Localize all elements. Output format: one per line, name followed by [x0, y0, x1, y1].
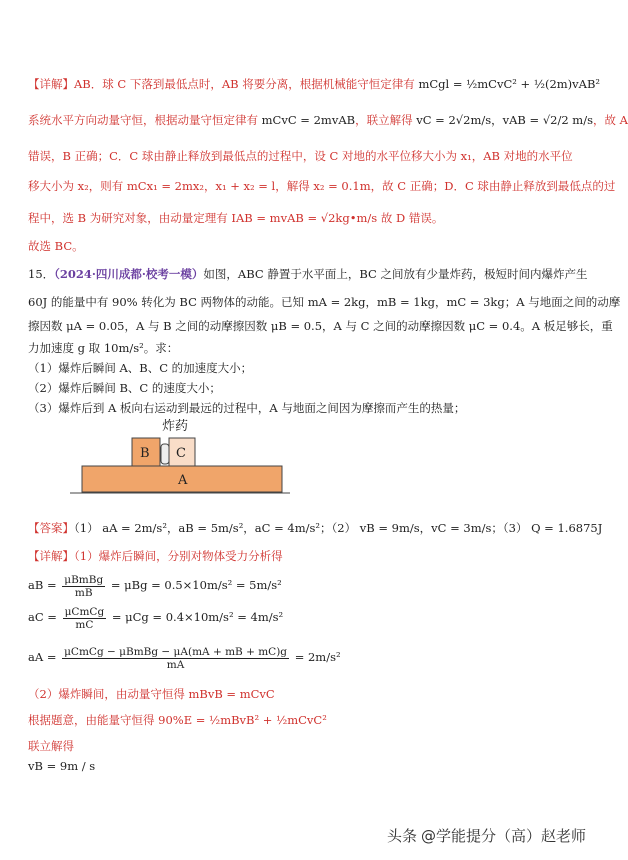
question-source: （2024·四川成都·校考一模）	[54, 267, 204, 281]
energy-equation: mCgl = ½mCvC² + ½(2m)vAB²	[418, 77, 601, 91]
watermark-platform: 头条	[386, 827, 417, 845]
detail-line-2: 系统水平方向动量守恒，根据动量守恒定律有 mCvC = 2mvAB，联立解得 vC = 2√2m/s，vAB = √2/2 m/s，故 A	[28, 113, 628, 127]
block-c-label: C	[176, 446, 186, 461]
detail-conclusion: 故选 BC。	[28, 239, 84, 253]
question-15-line-2: 60J 的能量中有 90% 转化为 BC 两物体的动能。已知 mA = 2kg，mB = 1kg，mC = 3kg；A 与地面之间的动摩	[28, 295, 621, 309]
explosive-charge	[161, 444, 169, 464]
detail-line-5: 程中，选 B 为研究对象，由动量定理有 IAB = mvAB = √2kg•m/s 故 D 错误。	[28, 211, 444, 225]
solution-step-2: （2）爆炸瞬间，由动量守恒得 mBvB = mCvC	[28, 687, 275, 701]
detail-label: 【详解】	[28, 77, 74, 91]
momentum-equation: mCvC = 2mvAB	[261, 113, 356, 127]
question-number: 15．	[28, 267, 55, 281]
solution-result: vB = 9m / s	[28, 759, 96, 773]
question-15-line-4: 力加速度 g 取 10m/s²。求：	[28, 341, 179, 355]
solution-label: 【详解】	[28, 549, 74, 563]
watermark-account: @学能提分（高）赵老师	[420, 827, 586, 845]
equation-a-c: aC = $\frac{\text{μCmCg}}{mC}$ = μCg = 0.4×10m/s² = 4m/s²	[28, 605, 284, 631]
answer-label: 【答案】	[28, 521, 74, 535]
solution-step-3: 根据题意，由能量守恒得 90%E = ½mBvB² + ½mCvC²	[28, 713, 327, 727]
question-15-line-3: 擦因数 μA = 0.05，A 与 B 之间的动摩擦因数 μB = 0.5，A 与 C 之间的动摩擦因数 μC = 0.4。A 板足够长，重	[28, 319, 613, 333]
board-a-label: A	[178, 473, 188, 488]
question-15-sub-1: （1）爆炸后瞬间 A、B、C 的加速度大小；	[28, 361, 253, 375]
solution-step-1: 【详解】（1）爆炸后瞬间，分别对物体受力分析得	[28, 549, 283, 563]
detail-line-4: 移大小为 x₂，则有 mCx₁ = 2mx₂，x₁ + x₂ = l，解得 x₂ = 0.1m，故 C 正确；D．C 球由静止释放到最低点的过	[28, 179, 616, 193]
equation-a-b: aB = $\frac{\text{μBmBg}}{mB}$ = μBg = 0.5×10m/s² = 5m/s²	[28, 573, 282, 599]
question-15-sub-3: （3）爆炸后到 A 板向右运动到最远的过程中，A 与地面之间因为摩擦而产生的热量；	[28, 401, 466, 415]
watermark	[387, 825, 586, 846]
solution-step-4: 联立解得	[28, 739, 74, 753]
question-15-line-1: 15．（2024·四川成都·校考一模）如图，ABC 静置于水平面上，BC 之间放有少量炸药，极短时间内爆炸产生	[28, 267, 588, 281]
equation-a-a: aA = $\frac{\text{μCmCg − μBmBg − μA(mA + mB + mC)g}}{mA}$ = 2m/s²	[28, 645, 341, 671]
answer-line: 【答案】（1） aA = 2m/s²，aB = 5m/s²，aC = 4m/s²；（2） vB = 9m/s，vC = 3m/s；（3） Q = 1.6875J	[28, 521, 603, 535]
velocity-result: vC = 2√2m/s，vAB = √2/2 m/s	[416, 113, 593, 127]
detail-line-3: 错误，B 正确；C．C 球由静止释放到最低点的过程中，设 C 对地的水平位移大小为 x₁，AB 对地的水平位	[28, 149, 573, 163]
block-b-label: B	[140, 446, 150, 461]
explosive-caption: 炸药	[162, 419, 189, 434]
detail-line-1: 【详解】AB．球 C 下落到最低点时，AB 将要分离，根据机械能守恒定律有 mCgl = ½mCvC² + ½(2m)vAB²	[28, 77, 601, 91]
blocks-diagram	[70, 416, 290, 506]
question-15-sub-2: （2）爆炸后瞬间 B、C 的速度大小；	[28, 381, 221, 395]
blocks-diagram-svg	[70, 416, 290, 506]
